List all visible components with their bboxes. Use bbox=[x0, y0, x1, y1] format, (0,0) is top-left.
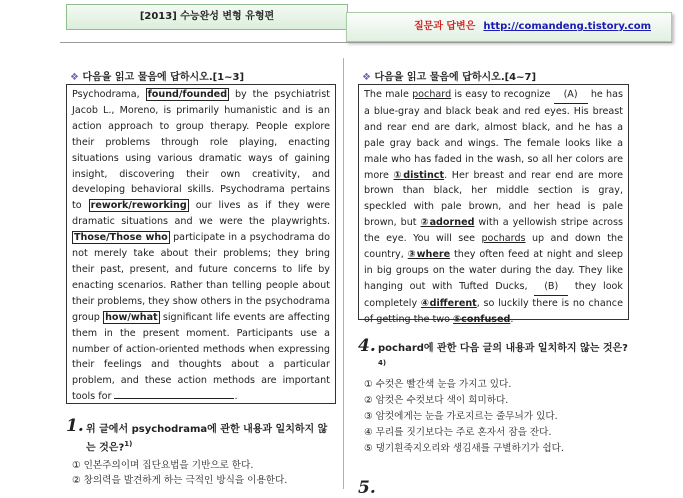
choice-5-confused: ⑤confused bbox=[453, 313, 511, 325]
column-divider bbox=[343, 58, 344, 489]
blank-b: (B) bbox=[534, 279, 568, 296]
word-pochards: pochards bbox=[481, 233, 526, 245]
question-1-text: 위 글에서 psychodrama에 관한 내용과 일치하지 않는 것은?$^{1)}$ bbox=[86, 424, 328, 454]
question-5-number: 5. bbox=[358, 478, 376, 498]
question-1-option-1: ① 인본주의이며 집단요법을 기반으로 한다. bbox=[72, 460, 254, 471]
question-4-option-2: ② 암컷은 수컷보다 색이 희미하다. bbox=[364, 395, 509, 406]
choice-2-adorned: ②adorned bbox=[420, 217, 475, 229]
question-4-option-4: ④ 무리를 짓기보다는 주로 혼자서 잠을 잔다. bbox=[364, 427, 552, 438]
choice-how: how/what bbox=[105, 311, 158, 323]
question-4-text: pochard에 관한 다음 글의 내용과 일치하지 않는 것은?$^{4)}$ bbox=[378, 343, 628, 367]
question-4-option-1: ① 수컷은 빨간색 눈을 가지고 있다. bbox=[364, 379, 512, 390]
choice-4-different: ④different bbox=[420, 297, 477, 309]
word-pochard: pochard bbox=[412, 89, 452, 100]
diamond-icon: ❖ bbox=[362, 72, 371, 83]
choice-rework: rework/reworking bbox=[90, 200, 187, 212]
question-1-option-2: ② 창의력을 발견하게 하는 극적인 방식을 이용한다. bbox=[72, 475, 288, 486]
left-passage: Psychodrama, found/founded by the psychiatrist Jacob L., Moreno, is primarily humanistic and is an action approach to group therapy. People explore their problems through role playing, enacting situations using various dramatic ways of gaining insight, discovering their own creativity, and developing behavioral skills. Psychodrama pertains to rework/reworking our lives as if they were dramatic situations and we were the playwrights. Those/Those who participate in a psychodrama do not merely take about their problems; they bring their past, present, and future concerns to life by enacting scenarios. Rather than telling people about their problems, they show others in the psychodrama group how/what significant life events are affecting them in the present moment. Participants use a number of action-oriented methods when expressing their feelings and thoughts about a particular problem, and these action methods are important tools for . bbox=[66, 84, 336, 404]
blank-a: (A) bbox=[554, 87, 588, 104]
blog-link[interactable]: http://comandeng.tistory.com bbox=[483, 21, 651, 32]
choice-those: Those/Those who bbox=[74, 232, 168, 244]
choice-found: found/founded bbox=[147, 89, 228, 100]
answer-blank bbox=[114, 389, 234, 399]
choice-1-distinct: ①distinct bbox=[393, 169, 445, 181]
diamond-icon: ❖ bbox=[70, 72, 79, 83]
header-contact bbox=[346, 12, 672, 42]
right-passage: The male pochard is easy to recognize (A) he has a blue-gray and black beak and red eyes. His breast and rear end are dark, almost black, and he has a pale gray back and wings. The female looks like a male who has faded in the wash, so all her colors are more ①distinct. Her breast and rear end are more brown than black, her middle section is gray, speckled with pale brown, and her head is pale brown, but ②adorned with a yellowish stripe across the eye. You will see pochards up and down the country, ③where they often feed at night and sleep in big groups on the water during the day. They like hanging out with Tufted Ducks, (B) they look completely ④different, so luckily there is no chance of getting the two ⑤confused. bbox=[358, 84, 629, 320]
choice-3-where: ③where bbox=[407, 249, 451, 261]
question-4-option-5: ⑤ 댕기흰죽지오리와 생김새를 구별하기가 쉽다. bbox=[364, 443, 564, 454]
qa-label: 질문과 답변은 bbox=[413, 21, 476, 32]
question-1-number: 1. bbox=[66, 416, 84, 436]
header-divider bbox=[60, 42, 672, 43]
left-section-title: ❖ 다음을 읽고 물음에 답하시오.[1~3] bbox=[70, 72, 245, 83]
question-4-option-3: ③ 암컷에게는 눈을 가로지르는 줄무늬가 있다. bbox=[364, 411, 558, 422]
right-section-title: ❖ 다음을 읽고 물음에 답하시오.[4~7] bbox=[362, 72, 537, 83]
question-4-number: 4. bbox=[358, 336, 376, 356]
header-title: [2013] 수능완성 변형 유형편 bbox=[66, 4, 348, 30]
